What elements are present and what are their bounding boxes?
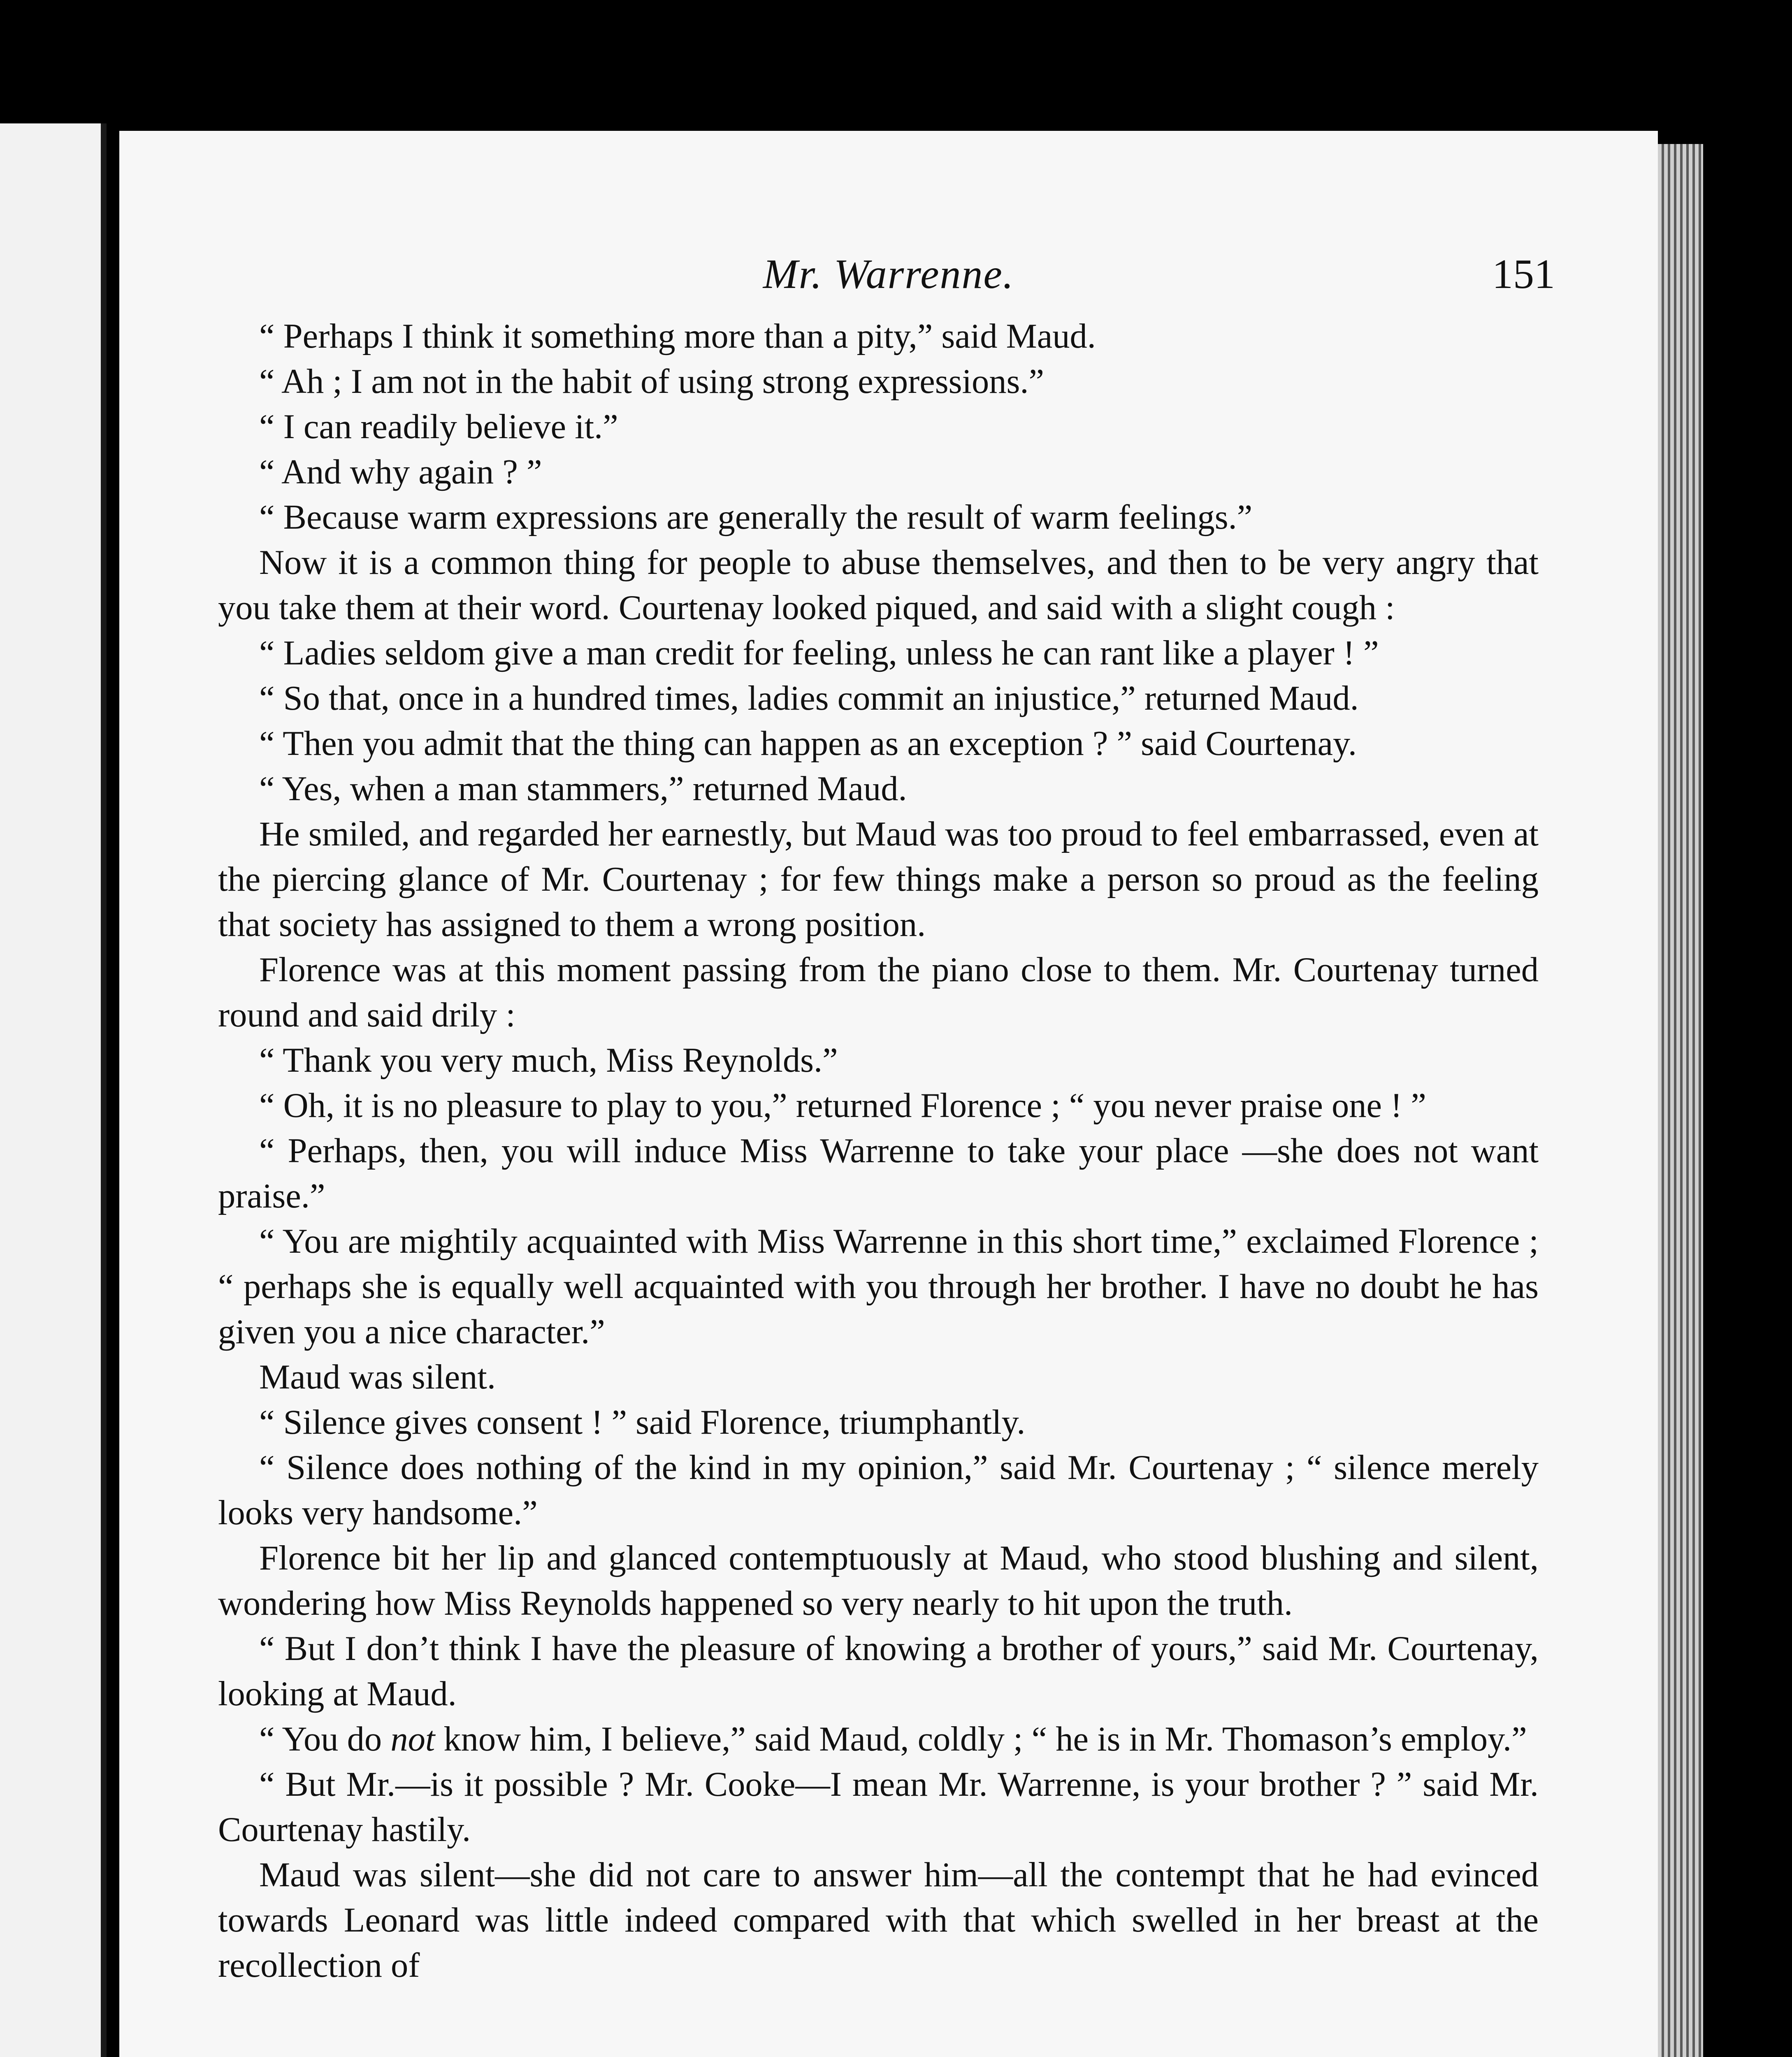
body-text	[218, 314, 1539, 1988]
book-page	[119, 131, 1658, 2057]
paragraph: “ I can readily believe it.”	[259, 408, 618, 446]
paragraph: Maud was silent.	[259, 1358, 496, 1396]
paragraph: “ Because warm expressions are generally the result of warm feelings.”	[259, 498, 1253, 536]
paragraph: “ Perhaps I think it something more than a pity,” said Maud.	[259, 317, 1096, 355]
paragraph: “ Then you admit that the thing can happen as an exception ? ” said Courtenay.	[259, 724, 1357, 763]
paragraph: Florence was at this moment passing from the piano close to them. Mr. Courtenay turned round and said drily :	[218, 951, 1539, 1034]
running-head	[119, 250, 1658, 316]
paragraph: “ Ladies seldom give a man credit for feeling, unless he can rant like a player ! ”	[259, 634, 1379, 672]
paragraph: He smiled, and regarded her earnestly, but Maud was too proud to feel embarrassed, even at the piercing glance of Mr. Courtenay ; for few things make a person so proud as the feeling that society has assigned to them a wrong position.	[218, 815, 1539, 944]
paragraph: “ Silence does nothing of the kind in my opinion,” said Mr. Courtenay ; “ silence merely looks very handsome.”	[218, 1449, 1539, 1532]
paragraph	[218, 1717, 1539, 1762]
paragraph: “ But Mr.—is it possible ? Mr. Cooke—I mean Mr. Warrenne, is your brother ? ” said Mr. Courtenay hastily.	[218, 1765, 1539, 1849]
running-title: Mr. Warrenne.	[763, 251, 1014, 297]
page-number: 151	[1492, 251, 1555, 297]
paragraph: “ But I don’t think I have the pleasure of knowing a brother of yours,” said Mr. Courtenay, looking at Maud.	[218, 1630, 1539, 1713]
paragraph: “ So that, once in a hundred times, ladies commit an injustice,” returned Maud.	[259, 679, 1359, 717]
paragraph: “ Oh, it is no pleasure to play to you,” returned Florence ; “ you never praise one ! ”	[259, 1087, 1426, 1125]
emphasis: not	[390, 1720, 435, 1758]
paragraph: “ Yes, when a man stammers,” returned Maud.	[259, 770, 907, 808]
paragraph: “ You are mightily acquainted with Miss Warrenne in this short time,” exclaimed Florence ; “ perhaps she is equally well acquainted with you through her brother. I have no doubt he has given you a nice character.”	[218, 1222, 1539, 1351]
page-stack-edge	[1658, 144, 1703, 2057]
paragraph: “ Ah ; I am not in the habit of using strong expressions.”	[259, 362, 1045, 401]
previous-page-edge	[0, 123, 107, 2057]
paragraph: Florence bit her lip and glanced contemptuously at Maud, who stood blushing and silent, wondering how Miss Reynolds happened so very nearly to hit upon the truth.	[218, 1539, 1539, 1623]
paragraph: “ Perhaps, then, you will induce Miss Warrenne to take your place —she does not want praise.”	[218, 1132, 1539, 1215]
paragraph: “ Thank you very much, Miss Reynolds.”	[259, 1041, 838, 1080]
paragraph: “ Silence gives consent ! ” said Florence, triumphantly.	[259, 1403, 1026, 1442]
paragraph: Now it is a common thing for people to abuse themselves, and then to be very angry that you take them at their word. Courtenay looked piqued, and said with a slight cough :	[218, 543, 1539, 627]
paragraph: Maud was silent—she did not care to answer him—all the contempt that he had evinced towards Leonard was little indeed compared with that which swelled in her breast at the recollection of	[218, 1856, 1539, 1985]
paragraph: “ And why again ? ”	[259, 453, 542, 491]
paragraph-fragment: know him, I believe,” said Maud, coldly ; “ he is in Mr. Thomason’s employ.”	[435, 1720, 1527, 1758]
paragraph-fragment: “ You do	[259, 1720, 391, 1758]
